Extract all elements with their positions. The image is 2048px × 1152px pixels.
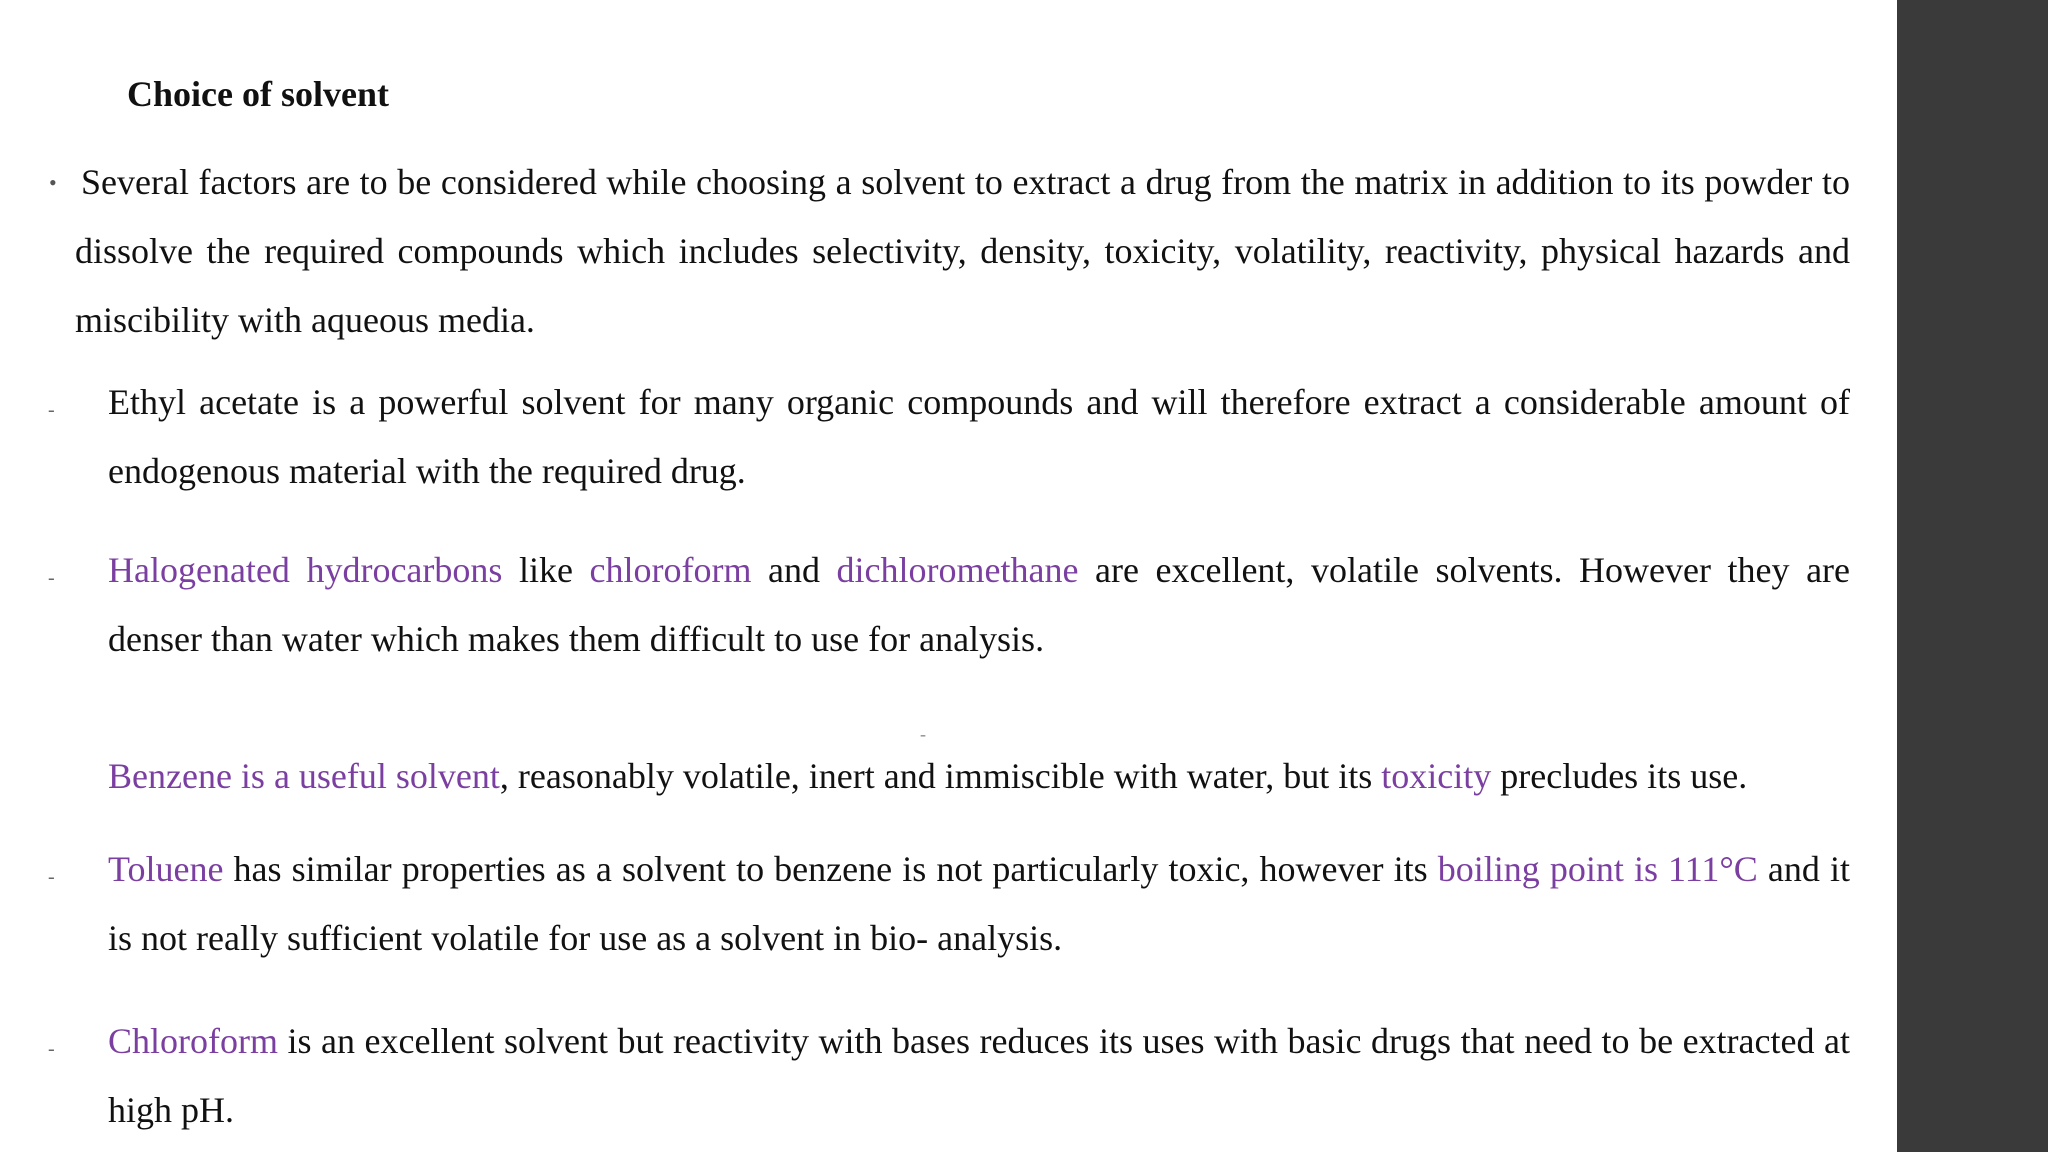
list-item-halogenated-hydrocarbons — [108, 536, 1850, 674]
item-text: are excellent, volatile solvents. However they are denser than water which makes them difficult to use for analysis. — [108, 550, 1851, 659]
item-text: and it is not really sufficient volatile for use as a solvent in bio- analysis. — [108, 849, 1851, 958]
stray-dash-marker: - — [920, 724, 926, 744]
bullet-marker: • — [49, 170, 57, 195]
item-text: is an excellent solvent but reactivity with bases reduces its uses with basic drugs that need to be extracted at high pH. — [108, 1021, 1850, 1130]
highlight-term: Halogenated hydrocarbons — [108, 550, 503, 590]
highlight-term: toxicity — [1381, 756, 1492, 796]
item-text: Ethyl acetate is a powerful solvent for many organic compounds and will therefore extract a considerable amount of endogenous material with the required drug. — [108, 382, 1850, 491]
item-text: has similar properties as a solvent to benzene is not particularly toxic, however its — [223, 849, 1438, 889]
highlight-term: boiling point is 111°C — [1437, 849, 1758, 889]
highlight-term: dichloromethane — [836, 550, 1079, 590]
list-item-toluene — [108, 835, 1850, 973]
dark-sidebar-panel — [1897, 0, 2048, 1152]
list-item-ethyl-acetate — [108, 368, 1850, 506]
highlight-term: chloroform — [589, 550, 752, 590]
list-item-chloroform — [108, 1007, 1850, 1145]
dash-marker: - — [48, 399, 55, 421]
item-text: like — [502, 550, 590, 590]
slide-title: Choice of solvent — [127, 74, 389, 114]
item-text: , reasonably volatile, inert and immiscible with water, but its — [499, 756, 1382, 796]
highlight-term: Chloroform — [108, 1021, 278, 1061]
highlight-term: Benzene is a useful solvent — [108, 756, 500, 796]
dash-marker: - — [48, 567, 55, 589]
item-text: and — [751, 550, 837, 590]
list-item-benzene — [108, 742, 1850, 811]
intro-paragraph: Several factors are to be considered while choosing a solvent to extract a drug from the matrix in addition to its powder to dissolve the required compounds which includes selectivity, density, toxicity, volatility, reactivity, physical hazards and miscibility with aqueous media. — [75, 162, 1850, 340]
dash-marker: - — [48, 1038, 55, 1060]
highlight-term: Toluene — [108, 849, 224, 889]
dash-marker: - — [48, 866, 55, 888]
item-text: precludes its use. — [1491, 756, 1748, 796]
